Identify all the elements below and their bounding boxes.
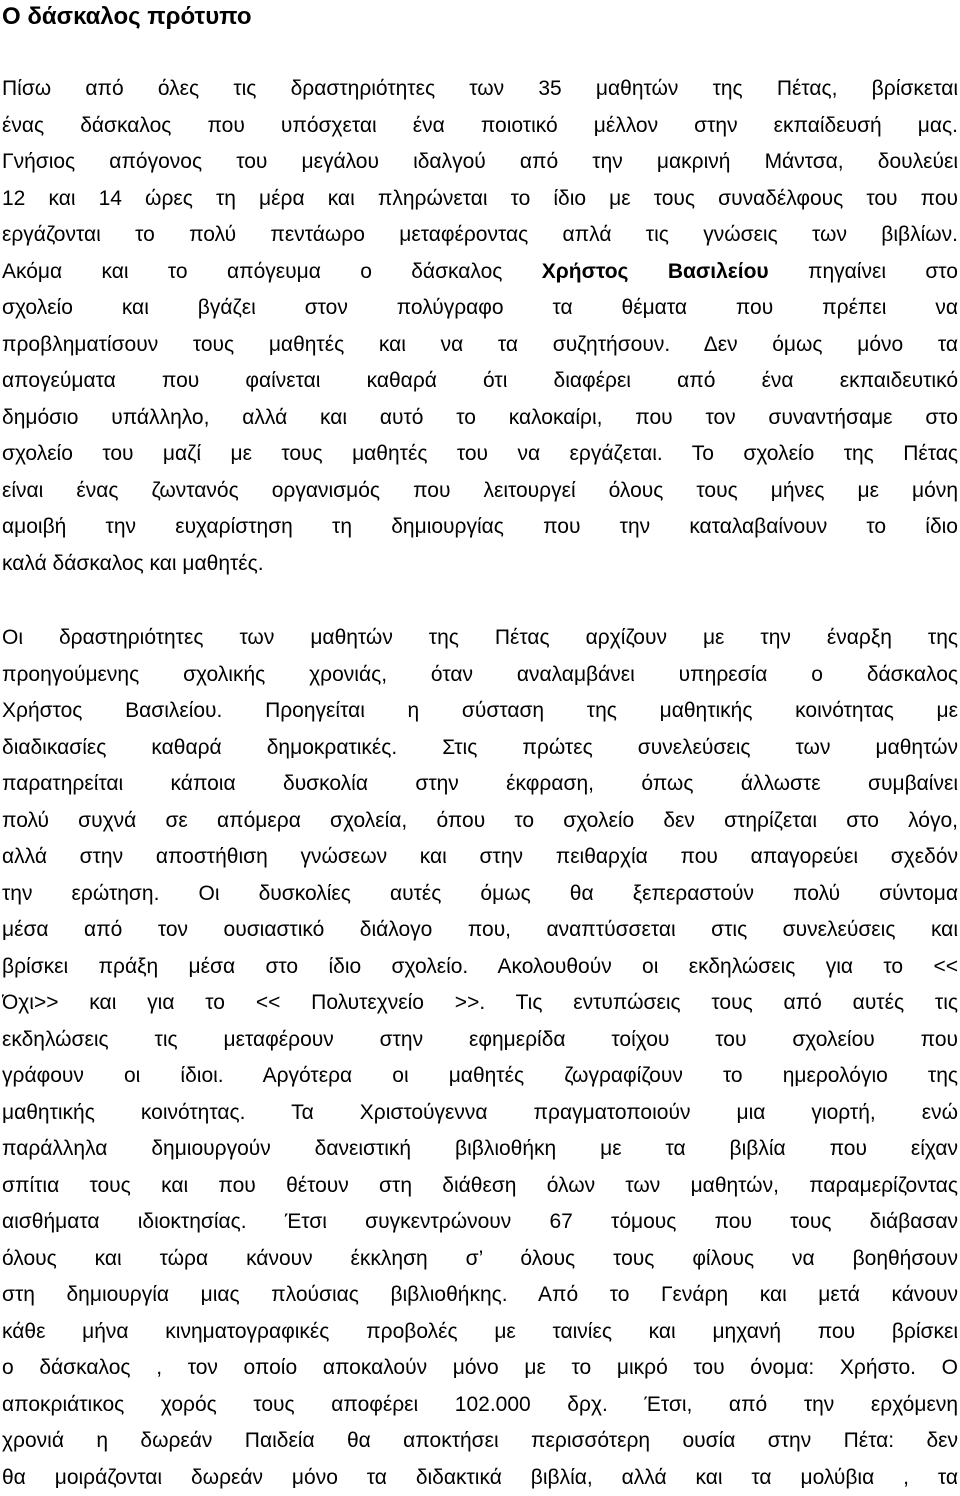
paragraph-line: μαθητικής κοινότητας. Τα Χριστούγεννα πραγματοποιούν μια γιορτή, ενώ xyxy=(2,1100,958,1124)
paragraph-line: εκδηλώσεις τις μεταφέρουν στην εφημερίδα τοίχου του σχολείου που xyxy=(2,1027,958,1051)
teacher-name-bold: Χρήστος Βασιλείου xyxy=(541,259,769,283)
paragraph-line: ένας δάσκαλος που υπόσχεται ένα ποιοτικό μέλλον στην εκπαίδευσή μας. xyxy=(2,113,958,137)
paragraph-line: αισθήματα ιδιοκτησίας. Έτσι συγκεντρώνουν 67 τόμους που τους διάβασαν xyxy=(2,1210,958,1233)
paragraph-line: είναι ένας ζωντανός οργανισμός που λειτουργεί όλους τους μήνες με μόνη xyxy=(2,478,958,502)
paragraph-line: κάθε μήνα κινηματογραφικές προβολές με ταινίες και μηχανή που βρίσκει xyxy=(2,1319,958,1343)
paragraph-line: σχολείο του μαζί με τους μαθητές του να εργάζεται. Το σχολείο της Πέτας xyxy=(2,442,958,465)
paragraph-line: ο δάσκαλος , τον οποίο αποκαλούν μόνο με το μικρό του όνομα: Χρήστο. Ο xyxy=(2,1356,958,1379)
paragraph-line: την ερώτηση. Οι δυσκολίες αυτές όμως θα ξεπεραστούν πολύ σύντομα xyxy=(2,881,958,905)
paragraph-teacher-description xyxy=(2,71,958,582)
paragraph-line: παρατηρείται κάποια δυσκολία στην έκφραση, όπως άλλωστε συμβαίνει xyxy=(2,772,958,795)
paragraph-line: εργάζονται το πολύ πεντάωρο μεταφέροντας απλά τις γνώσεις των βιβλίων. xyxy=(2,223,958,246)
paragraph-line: όλους και τώρα κάνουν έκκληση σ’ όλους τους φίλους να βοηθήσουν xyxy=(2,1246,958,1270)
paragraph-line: διαδικασίες καθαρά δημοκρατικές. Στις πρώτες συνελεύσεις των μαθητών xyxy=(2,735,958,759)
paragraph-line: στη δημιουργία μιας πλούσιας βιβλιοθήκης. Από το Γενάρη και μετά κάνουν xyxy=(2,1283,958,1306)
paragraph-line: σχολείο και βγάζει στον πολύγραφο τα θέματα που πρέπει να xyxy=(2,296,958,319)
paragraph-line: προηγούμενης σχολικής χρονιάς, όταν αναλαμβάνει υπηρεσία ο δάσκαλος xyxy=(2,662,958,686)
document-title: Ο δάσκαλος πρότυπο xyxy=(2,3,252,30)
paragraph-line: Οι δραστηριότητες των μαθητών της Πέτας αρχίζουν με την έναρξη της xyxy=(2,626,958,649)
paragraph-line: γράφουν οι ίδιοι. Αργότερα οι μαθητές ζωγραφίζουν το ημερολόγιο της xyxy=(2,1064,958,1087)
paragraph-line: παράλληλα δημιουργούν δανειστική βιβλιοθήκη με τα βιβλία που είχαν xyxy=(2,1137,958,1160)
paragraph-line: αλλά στην αποστήθιση γνώσεων και στην πειθαρχία που απαγορεύει σχεδόν xyxy=(2,845,958,868)
paragraph-line-with-teacher-name xyxy=(2,254,958,291)
paragraph-line: μέσα από τον ουσιαστικό διάλογο που, αναπτύσσεται στις συνελεύσεις και xyxy=(2,918,958,941)
paragraph-line: απογεύματα που φαίνεται καθαρά ότι διαφέρει από ένα εκπαιδευτικό xyxy=(2,369,958,392)
paragraph-line: θα μοιράζονται δωρεάν μόνο τα διδακτικά βιβλία, αλλά και τα μολύβια , τα xyxy=(2,1465,958,1489)
line-text-before-name: Ακόμα και το απόγευμα ο δάσκαλος xyxy=(2,259,542,283)
paragraph-student-activities xyxy=(2,620,958,1496)
paragraph-line: Πίσω από όλες τις δραστηριότητες των 35 μαθητών της Πέτας, βρίσκεται xyxy=(2,77,958,100)
paragraph-line: προβληματίσουν τους μαθητές και να τα συζητήσουν. Δεν όμως μόνο τα xyxy=(2,332,958,356)
paragraph-line: σπίτια τους και που θέτουν στη διάθεση όλων των μαθητών, παραμερίζοντας xyxy=(2,1173,958,1197)
paragraph-line: αποκριάτικος χορός τους αποφέρει 102.000 δρχ. Έτσι, από την ερχόμενη xyxy=(2,1392,958,1416)
paragraph-line: αμοιβή την ευχαρίστηση τη δημιουργίας που την καταλαβαίνουν το ίδιο xyxy=(2,515,958,538)
paragraph-line: καλά δάσκαλος και μαθητές. xyxy=(2,551,264,575)
paragraph-line: 12 και 14 ώρες τη μέρα και πληρώνεται το ίδιο με τους συναδέλφους του που xyxy=(2,186,958,210)
line-text-after-name: πηγαίνει στο xyxy=(768,259,958,283)
paragraph-line: δημόσιο υπάλληλο, αλλά και αυτό το καλοκαίρι, που τον συναντήσαμε στο xyxy=(2,405,958,429)
paragraph-line: Χρήστος Βασιλείου. Προηγείται η σύσταση της μαθητικής κοινότητας με xyxy=(2,699,958,722)
paragraph-line: Γνήσιος απόγονος του μεγάλου ιδαλγού από την μακρινή Μάντσα, δουλεύει xyxy=(2,150,958,173)
paragraph-line: πολύ συχνά σε απόμερα σχολεία, όπου το σχολείο δεν στηρίζεται στο λόγο, xyxy=(2,808,958,832)
paragraph-line: χρονιά η δωρεάν Παιδεία θα αποκτήσει περισσότερη ουσία στην Πέτα: δεν xyxy=(2,1429,958,1452)
paragraph-line: Όχι>> και για το << Πολυτεχνείο >>. Τις εντυπώσεις τους από αυτές τις xyxy=(2,991,958,1014)
paragraph-line: βρίσκει πράξη μέσα στο ίδιο σχολείο. Ακολουθούν οι εκδηλώσεις για το << xyxy=(2,954,958,978)
